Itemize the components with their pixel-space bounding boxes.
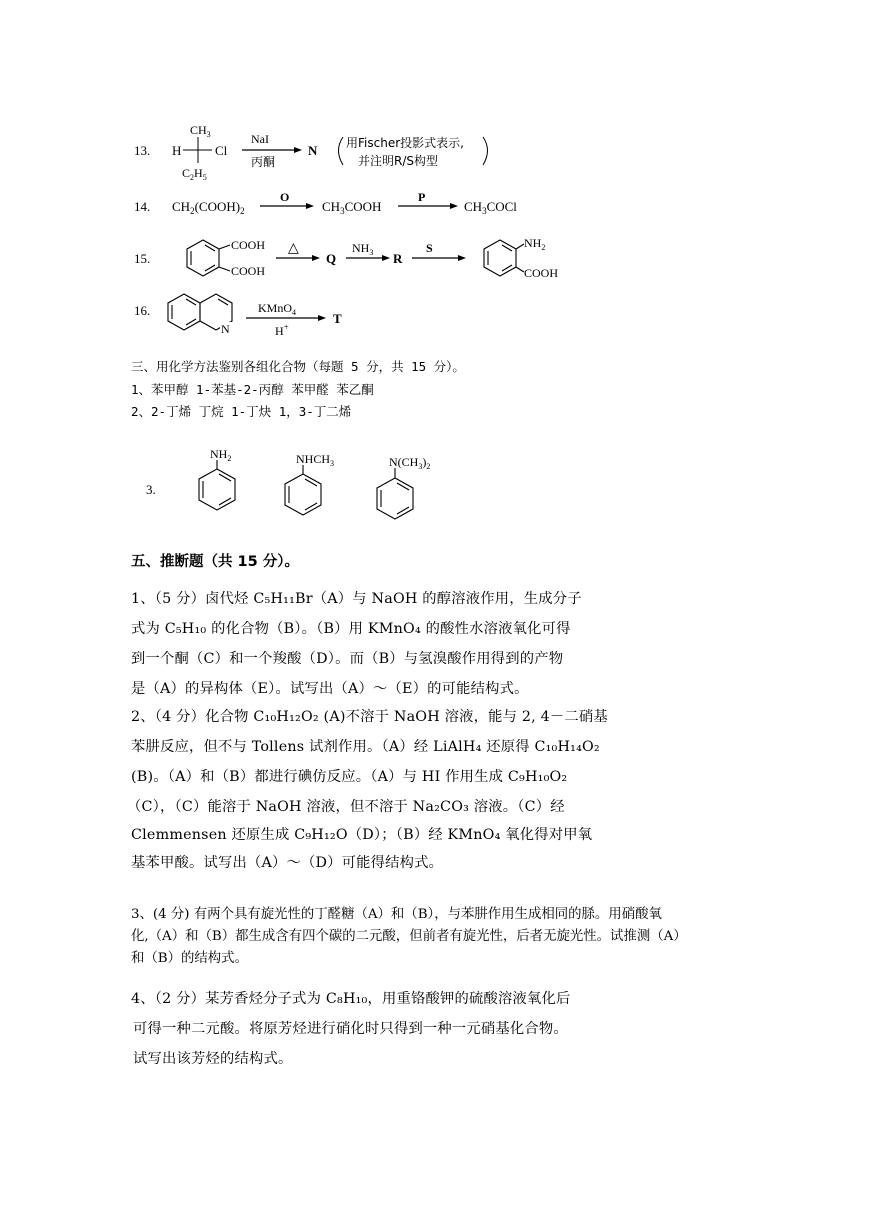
question-1-line-1: 1、（5 分）卤代烃 C₅H₁₁Br（A）与 NaOH 的醇溶液作用，生成分子 bbox=[131, 591, 582, 607]
question-3-line-3: 和（B）的结构式。 bbox=[131, 951, 248, 966]
reaction-14 bbox=[120, 190, 580, 220]
reaction-15-substituent-2: COOH bbox=[231, 264, 266, 278]
svg-text:CH3: $CH_3$ bbox=[190, 123, 211, 139]
compound-3-label: $N(CH_3)_2$ bbox=[389, 455, 431, 471]
reaction-13-cl: Cl bbox=[215, 143, 228, 158]
question-1-line-2: 式为 C₅H₁₀ 的化合物（B）。（B）用 KMnO₄ 的酸性水溶液氧化可得 bbox=[131, 621, 571, 637]
compound-2-label: $NHCH_3$ bbox=[296, 452, 335, 468]
benzene-ring-reactant bbox=[187, 240, 230, 276]
reaction-15 bbox=[120, 228, 580, 288]
reaction-13-reagent-top: NaI bbox=[251, 132, 269, 146]
question-1-line-4: 是（A）的异构体（E）。试写出（A）～（E）的可能结构式。 bbox=[131, 681, 529, 697]
question-2-line-3: (B)。（A）和（B）都进行碘仿反应。（A）与 HI 作用生成 C₉H₁₀O₂ bbox=[131, 769, 568, 785]
reaction-15-product-nh2: $NH_2$ bbox=[524, 236, 546, 252]
reaction-15-reagent-2: $NH_3$ bbox=[352, 241, 374, 257]
reaction-15-product-cooh: COOH bbox=[524, 266, 559, 280]
section3-heading: 三、用化学方法鉴别各组化合物（每题 5 分，共 15 分）。 bbox=[131, 359, 465, 374]
reaction-16-number: 16. bbox=[134, 303, 151, 318]
reaction-16-reagent-bottom: H+ bbox=[275, 322, 289, 338]
section3-item-3-structures bbox=[140, 440, 500, 530]
section3-item-1: 1、苯甲醇 1-苯基-2-丙醇 苯甲醛 苯乙酮 bbox=[131, 382, 374, 397]
n-methylaniline-ring bbox=[285, 465, 321, 515]
section3-item-2: 2、2-丁烯 丁烷 1-丁炔 1，3-丁二烯 bbox=[131, 404, 352, 419]
question-3-line-2: 化,（A）和（B）都生成含有四个碳的二元酸，但前者有旋光性，后者无旋光性。试推测（A） bbox=[131, 929, 687, 944]
question-1-line-3: 到一个酮（C）和一个羧酸（D）。而（B）与氢溴酸作用得到的产物 bbox=[131, 651, 564, 667]
section5-heading: 五、推断题（共 15 分）。 bbox=[131, 554, 300, 570]
question-4-line-2: 可得一种二元酸。将原芳烃进行硝化时只得到一种一元硝基化合物。 bbox=[133, 1021, 568, 1037]
section3-item-3-number: 3. bbox=[146, 482, 156, 497]
reaction-14-product: $CH_3COCl$ bbox=[464, 199, 517, 216]
reaction-14-reagent-2: P bbox=[418, 190, 426, 204]
reaction-16-reagent-top: KMnO$_4$ bbox=[258, 301, 297, 317]
aniline-ring bbox=[199, 460, 235, 510]
reaction-13-reagent-bottom: 丙酮 bbox=[251, 155, 276, 169]
compound-1-label: $NH_2$ bbox=[210, 447, 232, 463]
reaction-15-reagent-1: △ bbox=[288, 240, 299, 256]
reaction-15-substituent-1: COOH bbox=[231, 238, 266, 252]
reaction-13 bbox=[120, 115, 520, 185]
reaction-15-number: 15. bbox=[134, 251, 151, 266]
question-2-line-6: 基苯甲酸。试写出（A）～（D）可能得结构式。 bbox=[131, 855, 444, 871]
reaction-15-r: R bbox=[393, 251, 403, 266]
question-4-line-3: 试写出该芳烃的结构式。 bbox=[133, 1051, 293, 1067]
question-2-line-2: 苯肼反应，但不与 Tollens 试剂作用。（A）经 LiAlH₄ 还原得 C₁₀H₁₄O₂ bbox=[131, 739, 600, 755]
question-2-line-1: 2、（4 分）化合物 C₁₀H₁₂O₂ (A)不溶于 NaOH 溶液，能与 2, 4－二硝基 bbox=[131, 709, 608, 725]
reaction-14-reagent-1: O bbox=[280, 190, 290, 204]
reaction-15-reagent-3: S bbox=[426, 241, 433, 255]
reaction-13-note-line2: 并注明R/S构型 bbox=[358, 154, 438, 168]
question-3-line-1: 3、(4 分) 有两个具有旋光性的丁醛糖（A）和（B），与苯肼作用生成相同的脎。用硝酸氧 bbox=[131, 907, 662, 922]
reaction-15-q: Q bbox=[326, 251, 337, 266]
reaction-16-ring-n: N bbox=[221, 322, 230, 336]
reaction-16 bbox=[120, 288, 420, 348]
reaction-13-h: H bbox=[172, 143, 182, 158]
reaction-13-note-line1: 用Fischer投影式表示, bbox=[346, 136, 464, 150]
question-4-line-1: 4、（2 分）某芳香烃分子式为 C₈H₁₀，用重铬酸钾的硫酸溶液氧化后 bbox=[131, 991, 571, 1007]
question-2-line-4: （C），（C）能溶于 NaOH 溶液，但不溶于 Na₂CO₃ 溶液。（C）经 bbox=[127, 799, 565, 815]
reaction-14-number: 14. bbox=[134, 199, 151, 214]
reaction-13-number: 13. bbox=[134, 143, 151, 158]
reaction-14-reactant: $CH_2(COOH)_2$ bbox=[172, 199, 245, 216]
question-2-line-5: Clemmensen 还原生成 C₉H₁₂O（D）；（B）经 KMnO₄ 氧化得对甲氧 bbox=[131, 827, 593, 843]
reaction-16-product: T bbox=[333, 311, 342, 326]
benzene-ring-product bbox=[484, 240, 524, 276]
svg-text:C2H5: $C_2H_5$ bbox=[182, 166, 207, 182]
n-n-dimethylaniline-ring bbox=[377, 468, 413, 519]
reaction-14-intermediate: $CH_3COOH$ bbox=[322, 199, 382, 216]
reaction-13-product: N bbox=[308, 143, 318, 158]
